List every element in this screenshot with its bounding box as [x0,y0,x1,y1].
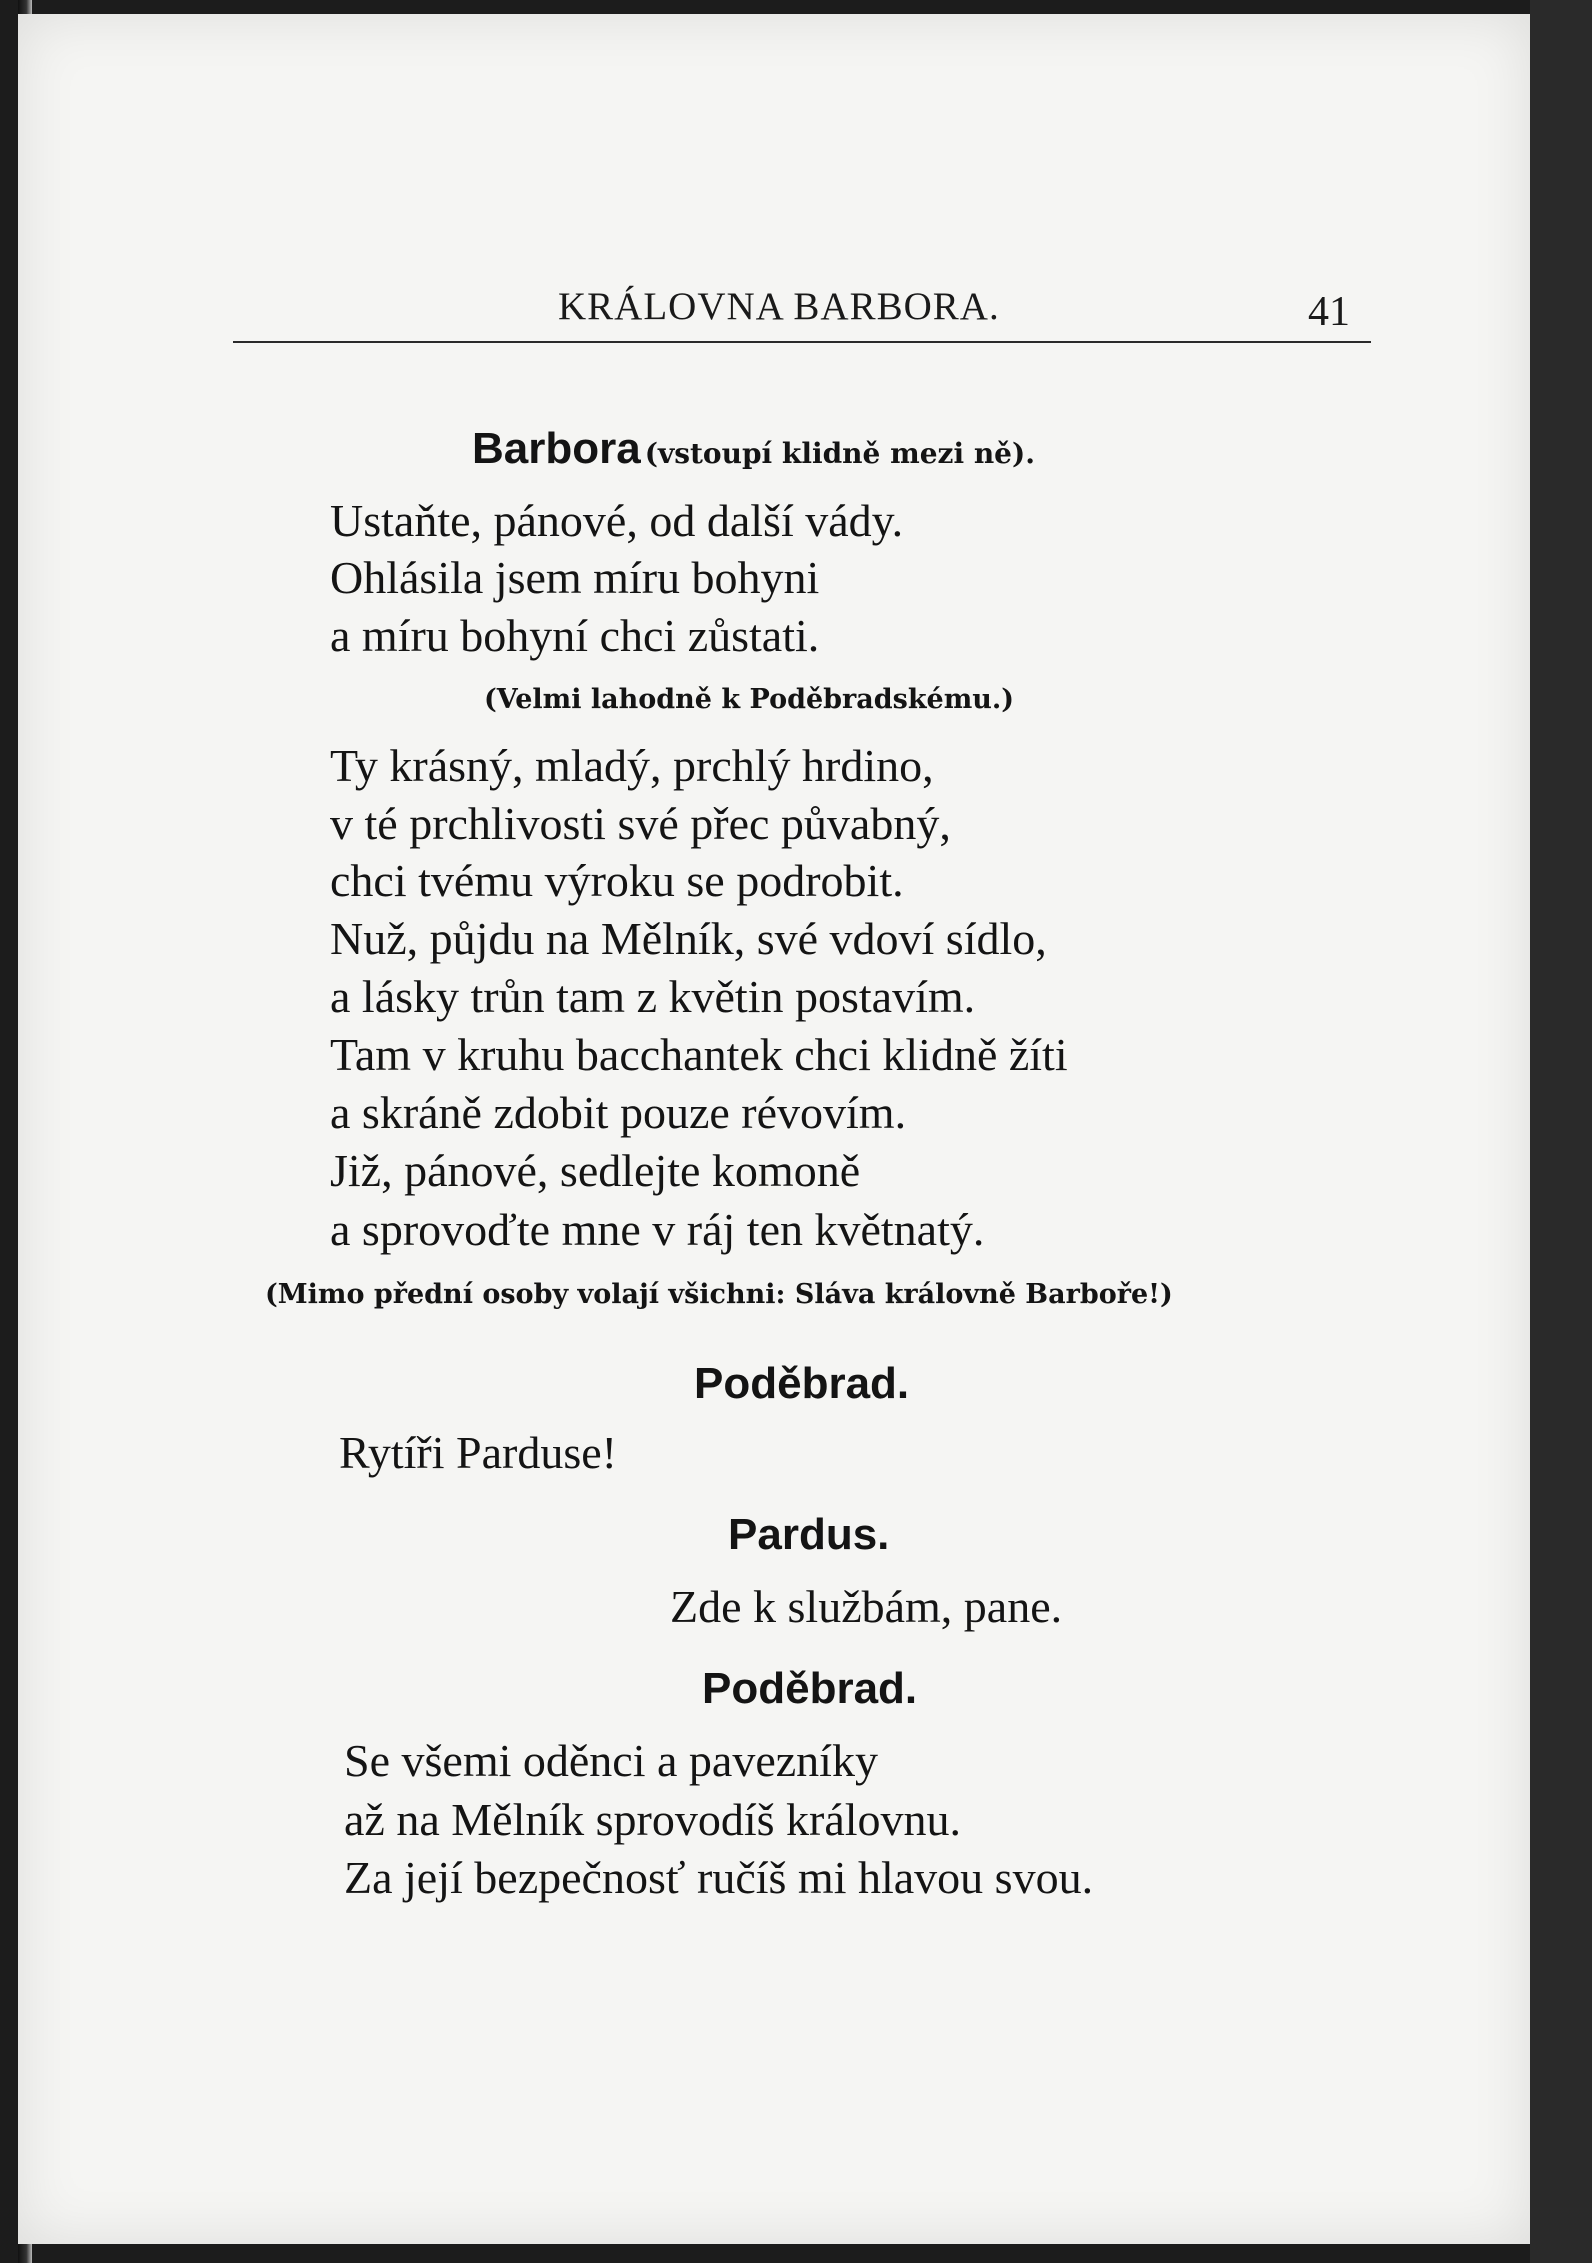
verse-line: a lásky trůn tam z květin postavím. [330,971,976,1022]
verse-line: chci tvému výroku se podrobit. [330,855,904,906]
speaker-name: Pardus. [728,1510,890,1559]
verse-line: a míru bohyní chci zůstati. [330,610,820,661]
verse-line: Za její bezpečnosť ručíš mi hlavou svou. [344,1852,1094,1903]
verse-line: Ty krásný, mladý, prchlý hrdino, [330,740,934,791]
verse-line: Nuž, půjdu na Mělník, své vdoví sídlo, [330,913,1047,964]
verse-line: Již, pánové, sedlejte komoně [330,1145,861,1196]
stage-direction: (Velmi lahodně k Poděbradskému.) [484,684,1015,715]
stage-direction: (vstoupí klidně mezi ně). [644,437,1035,470]
speaker-name: Poděbrad. [694,1359,910,1408]
verse-line: v té prchlivosti své přec půvabný, [330,798,951,849]
running-title: KRÁLOVNA BARBORA. [558,285,1000,328]
header-rule [233,341,1371,343]
speaker-name: Poděbrad. [702,1664,918,1713]
speaker-heading [472,424,1035,474]
stage-direction: (Mimo přední osoby volají všichni: Sláva královně Barboře!) [265,1279,1173,1310]
verse-line: Se všemi oděnci a pavezníky [344,1735,878,1786]
verse-line: a skráně zdobit pouze révovím. [330,1087,907,1138]
speaker-name: Barbora [472,424,641,473]
book-page [18,14,1530,2244]
verse-line: až na Mělník sprovodíš královnu. [344,1794,962,1845]
verse-line: a sprovoďte mne v ráj ten květnatý. [330,1204,985,1255]
verse-line: Ustaňte, pánové, od další vády. [330,495,904,546]
page-number: 41 [1308,289,1350,335]
verse-line: Zde k službám, pane. [670,1581,1063,1632]
page-right-edge [1530,0,1592,2263]
verse-line: Tam v kruhu bacchantek chci klidně žíti [330,1029,1068,1080]
verse-line: Rytíři Parduse! [339,1427,617,1478]
verse-line: Ohlásila jsem míru bohyni [330,552,820,603]
